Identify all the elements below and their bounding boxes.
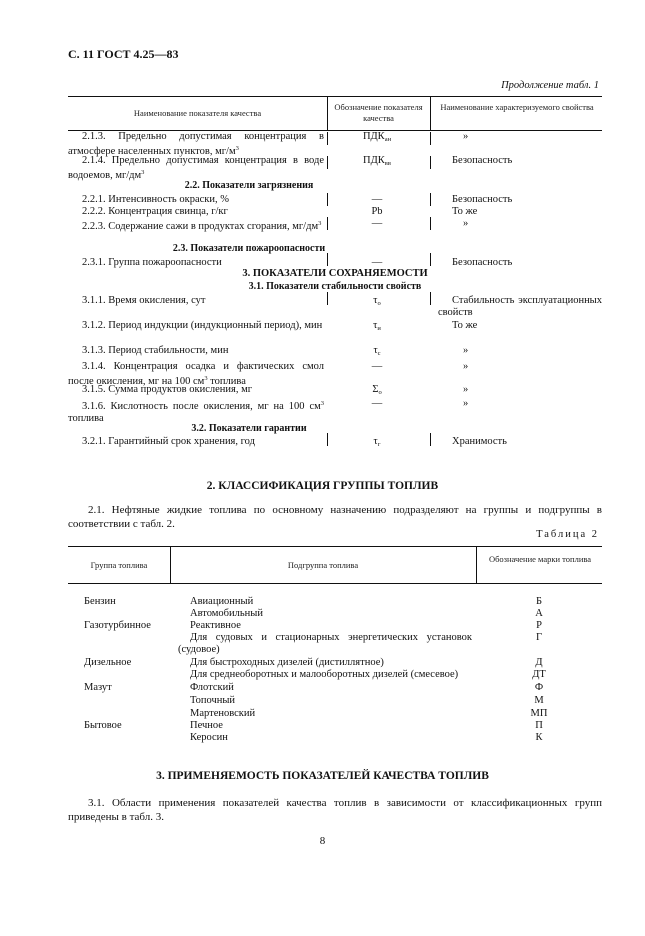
table2-mark-cell: П <box>535 720 543 731</box>
table1-row-3-1-3-name: 3.1.3. Период стабильности, мин <box>82 345 229 356</box>
table2-subgroup-cell: Топочный <box>190 695 236 706</box>
section3-heading: 3. ПРИМЕНЯЕМОСТЬ ПОКАЗАТЕЛЕЙ КАЧЕСТВА ТОПЛИВ <box>156 770 489 782</box>
row-divider <box>430 253 431 266</box>
table1-row-2-1-4-property: Безопасность <box>452 155 513 166</box>
table2-header-mark: Обозначение марки топлива <box>488 554 592 564</box>
table1-row-2-2-1-property: Безопасность <box>452 194 513 205</box>
table1-row-3-2-1-code: $\tau_г$ <box>373 436 381 448</box>
table1-row-3-1-3-property: » <box>463 345 469 356</box>
table1-row-3-1-3-code: $\tau_c$ <box>373 345 381 357</box>
table2-subgroup-cell: Керосин <box>190 732 228 743</box>
table1-row-3-1-2-property: То же <box>452 320 478 331</box>
table2-subgroup-cell: Реактивное <box>190 620 241 631</box>
page-number: 8 <box>319 835 326 847</box>
table1-row-3-1-6-code: — <box>371 398 383 409</box>
table1-row-2-3-1-property: Безопасность <box>452 257 513 268</box>
table1-row-3-1-6-name: 3.1.6. Кислотность после окисления, мг на 100 $см^3$ топлива <box>68 400 324 424</box>
table2-subgroup-cell: Для быстроходных дизелей (дистиллятное) <box>190 657 384 668</box>
table2-header-group: Группа топлива <box>90 560 148 570</box>
table1-row-2-2-2-name: 2.2.2. Концентрация свинца, г/кг <box>82 206 228 217</box>
table1-row-2-2-3-property: » <box>463 218 469 229</box>
table2-mark-cell: Ф <box>534 682 544 693</box>
table1-subsection-3-1: 3.1. Показатели стабильности свойств <box>248 281 422 292</box>
table2-group-cell: Мазут <box>84 682 112 693</box>
table2-mark-cell: К <box>535 732 543 743</box>
table2-subgroup-cell: Флотский <box>190 682 234 693</box>
table1-subsection-3-2: 3.2. Показатели гарантии <box>191 423 307 434</box>
row-divider <box>430 193 431 206</box>
section2-paragraph: 2.1. Нефтяные жидкие топлива по основному назначению подразделяют на группы и подгруппы в соответствии с табл. 2. <box>68 504 602 530</box>
table2-mark-cell: МП <box>530 708 548 719</box>
table2-subgroup-cell: Мартеновский <box>190 708 256 719</box>
table1-row-2-1-4-name: 2.1.4. Предельно допустимая концентрация в воде водоемов, $мг/дм^3$ <box>68 155 324 181</box>
table1-row-2-1-4-code: $ПДК_{вв}$ <box>363 155 391 167</box>
table2-subgroup-cell: Для среднеоборотных и малооборотных дизелей (смесевое) <box>190 669 459 680</box>
table1-header-name: Наименование показателя качества <box>133 108 262 118</box>
table1-row-3-1-4-property: » <box>463 361 469 372</box>
table1-row-3-1-2-name: 3.1.2. Период индукции (индукционный период), мин <box>82 320 323 331</box>
table1-subsection-2-2: 2.2. Показатели загрязнения <box>184 180 314 191</box>
table2-group-cell: Дизельное <box>84 657 132 668</box>
table1-row-3-1-5-name: 3.1.5. Сумма продуктов окисления, мг <box>82 384 253 395</box>
table2-header-subgroup: Подгруппа топлива <box>287 560 359 570</box>
table1-row-3-1-4-code: — <box>371 361 383 372</box>
table2-mark-cell: М <box>534 695 544 706</box>
table1-row-2-3-1-code: — <box>371 257 383 268</box>
table1-row-3-2-1-name: 3.2.1. Гарантийный срок хранения, год <box>82 436 255 447</box>
table1-subsection-2-3: 2.3. Показатели пожароопасности <box>172 243 326 254</box>
table1-row-2-2-2-property: То же <box>452 206 478 217</box>
table1-row-3-1-1-name: 3.1.1. Время окисления, сут <box>82 295 206 306</box>
table2-subgroup-cell: Автомобильный <box>190 608 263 619</box>
row-divider <box>430 217 431 230</box>
table1-header-code: Обозначение показателя качества <box>334 102 423 123</box>
table2-group-cell: Газотурбинное <box>84 620 151 631</box>
row-divider <box>430 156 431 169</box>
section2-heading: 2. КЛАССИФИКАЦИЯ ГРУППЫ ТОПЛИВ <box>206 480 439 492</box>
table1-row-2-1-3-name: 2.1.3. Предельно допустимая концентрация в атмосфере населенных пунктов, $мг/м^3$ <box>68 131 324 157</box>
table2-group-cell: Бытовое <box>84 720 122 731</box>
row-divider <box>430 132 431 145</box>
table1-row-2-3-1-name: 2.3.1. Группа пожароопасности <box>82 257 222 268</box>
table2-top-rule <box>68 546 602 547</box>
table1-row-3-1-6-property: » <box>463 398 469 409</box>
table1-top-rule <box>68 96 602 97</box>
table2-col-divider <box>476 546 477 583</box>
table2-group-cell: Бензин <box>84 596 116 607</box>
table1-row-2-2-2-code: Pb <box>371 206 383 217</box>
table1-section-3: 3. ПОКАЗАТЕЛИ СОХРАНЯЕМОСТИ <box>242 268 428 279</box>
table1-row-3-1-5-code: $\Sigma_o$ <box>372 384 382 396</box>
row-divider <box>430 292 431 305</box>
table1-row-3-1-5-property: » <box>463 384 469 395</box>
table1-row-2-2-3-name: 2.2.3. Содержание сажи в продуктах сгорания, $мг/дм^3$ <box>82 220 322 232</box>
table1-row-3-2-1-property: Хранимость <box>452 436 507 447</box>
table1-row-3-1-1-code: $\tau_o$ <box>373 295 381 307</box>
table1-row-3-1-2-code: $\tau_и$ <box>373 320 381 332</box>
table1-row-2-1-3-code: $ПДК_{ан}$ <box>362 131 392 143</box>
table2-mark-cell: ДТ <box>532 669 546 680</box>
table2-subgroup-cell: Для судовых и стационарных энергетических установок (судовое) <box>178 632 472 655</box>
table2-header-rule <box>68 583 602 584</box>
table2-mark-cell: Б <box>535 596 543 607</box>
table1-header-property: Наименование характеризуемого свойства <box>440 102 594 112</box>
table2-label: Таблица 2 <box>536 529 599 540</box>
table-continuation-label: Продолжение табл. 1 <box>501 80 599 91</box>
table1-row-3-1-1-property: Стабильность эксплуатационных свойств <box>438 295 602 318</box>
table1-row-2-1-3-property: » <box>463 131 469 142</box>
table2-mark-cell: Д <box>535 657 543 668</box>
table1-row-2-2-1-code: — <box>371 194 383 205</box>
section3-paragraph: 3.1. Области применения показателей качества топлив в зависимости от классификационных групп приведены в табл. 3. <box>68 797 602 823</box>
table2-mark-cell: Г <box>535 632 543 643</box>
row-divider <box>430 433 431 446</box>
table1-row-2-2-3-code: — <box>371 218 383 229</box>
page-header: С. 11 ГОСТ 4.25—83 <box>68 47 179 61</box>
table2-mark-cell: А <box>535 608 543 619</box>
table1-row-3-1-4-name: 3.1.4. Концентрация осадка и фактических смол после окисления, мг на 100 $см^3$ топлива <box>68 361 324 387</box>
table1-row-2-2-1-name: 2.2.1. Интенсивность окраски, % <box>82 194 229 205</box>
table2-mark-cell: Р <box>536 620 542 631</box>
table2-subgroup-cell: Печное <box>190 720 223 731</box>
table1-col-divider <box>430 96 431 130</box>
table2-subgroup-cell: Авиационный <box>190 596 254 607</box>
